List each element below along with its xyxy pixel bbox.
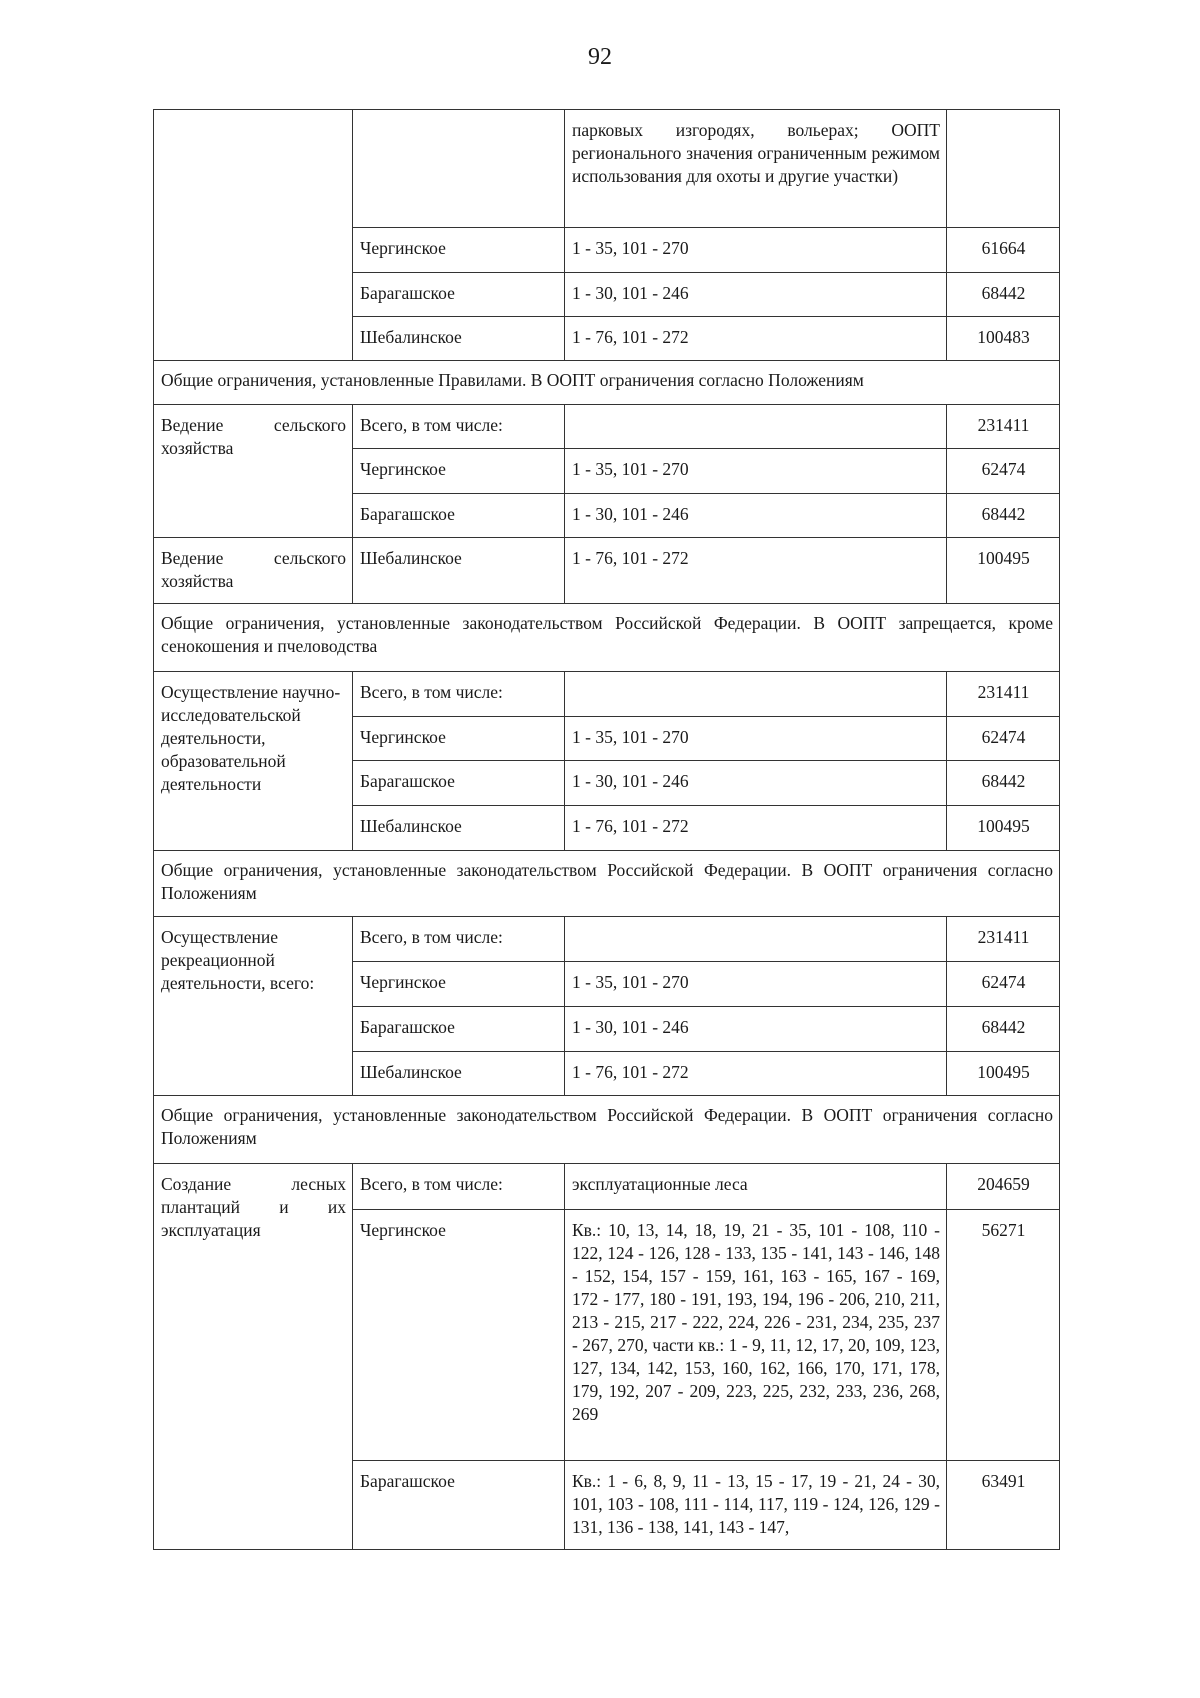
table-cell: Всего, в том числе: bbox=[353, 917, 565, 962]
table-cell bbox=[565, 672, 947, 717]
table-cell: 100483 bbox=[947, 317, 1060, 361]
section-header-cell: Общие ограничения, установленные законодательством Российской Федерации. В ООПТ ограничения согласно Положениям bbox=[154, 851, 1060, 917]
table-cell: Шебалинское bbox=[353, 806, 565, 851]
table-cell: Барагашское bbox=[353, 1461, 565, 1550]
table-cell: 1 - 35, 101 - 270 bbox=[565, 449, 947, 494]
table-cell: Всего, в том числе: bbox=[353, 672, 565, 717]
table-cell: 1 - 35, 101 - 270 bbox=[565, 717, 947, 761]
section-header-cell: Общие ограничения, установленные законодательством Российской Федерации. В ООПТ ограничения согласно Положениям bbox=[154, 1096, 1060, 1164]
table-cell: 100495 bbox=[947, 538, 1060, 604]
page-number: 92 bbox=[588, 44, 612, 70]
table-cell: Осуществление рекреационной деятельности, всего: bbox=[154, 917, 353, 1096]
table-row bbox=[154, 917, 1060, 962]
table-cell: 68442 bbox=[947, 1007, 1060, 1052]
table-cell: 62474 bbox=[947, 717, 1060, 761]
table-cell: 1 - 76, 101 - 272 bbox=[565, 538, 947, 604]
table-cell: Шебалинское bbox=[353, 538, 565, 604]
table-cell: 68442 bbox=[947, 494, 1060, 538]
table-row bbox=[154, 604, 1060, 672]
table-row bbox=[154, 1096, 1060, 1164]
table-row bbox=[154, 110, 1060, 228]
table-cell: эксплуатационные леса bbox=[565, 1164, 947, 1210]
table-cell: Чергинское bbox=[353, 449, 565, 494]
table-row bbox=[154, 405, 1060, 449]
table-cell: 231411 bbox=[947, 672, 1060, 717]
section-header-cell: Общие ограничения, установленные законодательством Российской Федерации. В ООПТ запрещается, кроме сенокошения и пчеловодства bbox=[154, 604, 1060, 672]
table-cell: 204659 bbox=[947, 1164, 1060, 1210]
table-cell: Кв.: 10, 13, 14, 18, 19, 21 - 35, 101 - 108, 110 - 122, 124 - 126, 128 - 133, 135 - 141, 143 - 146, 148 - 152, 154, 157 - 159, 161, 163 - 165, 167 - 169, 172 - 177, 180 - 191, 193, 194, 196 - 206, 210, 211, 213 - 215, 217 - 222, 224, 226 - 231, 234, 235, 237 - 267, 270, части кв.: 1 - 9, 11, 12, 17, 20, 109, 123, 127, 134, 142, 153, 160, 162, 166, 170, 171, 178, 179, 192, 207 - 209, 223, 225, 232, 233, 236, 268, 269 bbox=[565, 1210, 947, 1461]
table-cell: 1 - 30, 101 - 246 bbox=[565, 494, 947, 538]
table-cell: 68442 bbox=[947, 273, 1060, 317]
table-cell: Создание лесных плантаций и их эксплуатация bbox=[154, 1164, 353, 1550]
table-cell bbox=[353, 110, 565, 228]
section-header-cell: Общие ограничения, установленные Правилами. В ООПТ ограничения согласно Положениям bbox=[154, 361, 1060, 405]
table-cell: Кв.: 1 - 6, 8, 9, 11 - 13, 15 - 17, 19 - 21, 24 - 30, 101, 103 - 108, 111 - 114, 117, 119 - 124, 126, 129 - 131, 136 - 138, 141, 143 - 147, bbox=[565, 1461, 947, 1550]
table-cell: 61664 bbox=[947, 228, 1060, 273]
table-cell: Шебалинское bbox=[353, 317, 565, 361]
table-cell: 100495 bbox=[947, 1052, 1060, 1096]
table-cell: парковых изгородях, вольерах; ООПТ регионального значения ограниченным режимом использования для охоты и другие участки) bbox=[565, 110, 947, 228]
table-cell: Ведение сельского хозяйства bbox=[154, 538, 353, 604]
table-cell: 231411 bbox=[947, 917, 1060, 962]
table-cell: Осуществление научно-исследовательской деятельности, образовательной деятельности bbox=[154, 672, 353, 851]
table-cell: Барагашское bbox=[353, 273, 565, 317]
table-cell: 1 - 76, 101 - 272 bbox=[565, 1052, 947, 1096]
table-cell: Барагашское bbox=[353, 1007, 565, 1052]
table-cell: 1 - 30, 101 - 246 bbox=[565, 1007, 947, 1052]
table-cell: 62474 bbox=[947, 962, 1060, 1007]
table-cell bbox=[947, 110, 1060, 228]
table-row bbox=[154, 361, 1060, 405]
table-cell: Барагашское bbox=[353, 494, 565, 538]
table-cell: Всего, в том числе: bbox=[353, 1164, 565, 1210]
table-row bbox=[154, 672, 1060, 717]
table-cell: 1 - 30, 101 - 246 bbox=[565, 761, 947, 806]
table-cell: Ведение сельского хозяйства bbox=[154, 405, 353, 538]
table-cell: 63491 bbox=[947, 1461, 1060, 1550]
table-row bbox=[154, 538, 1060, 604]
table-cell: Барагашское bbox=[353, 761, 565, 806]
table-cell: 1 - 35, 101 - 270 bbox=[565, 962, 947, 1007]
table-cell: Чергинское bbox=[353, 717, 565, 761]
table-cell: 1 - 76, 101 - 272 bbox=[565, 806, 947, 851]
restrictions-table bbox=[153, 109, 1060, 1550]
table-cell bbox=[154, 110, 353, 361]
table-cell: 1 - 76, 101 - 272 bbox=[565, 317, 947, 361]
table-cell bbox=[565, 917, 947, 962]
table-cell: Чергинское bbox=[353, 228, 565, 273]
table-row bbox=[154, 1164, 1060, 1210]
table-row bbox=[154, 851, 1060, 917]
table-cell bbox=[565, 405, 947, 449]
table-cell: 231411 bbox=[947, 405, 1060, 449]
table-cell: 62474 bbox=[947, 449, 1060, 494]
table-cell: Всего, в том числе: bbox=[353, 405, 565, 449]
table-cell: 68442 bbox=[947, 761, 1060, 806]
table-cell: Чергинское bbox=[353, 962, 565, 1007]
table-cell: Шебалинское bbox=[353, 1052, 565, 1096]
table-cell: Чергинское bbox=[353, 1210, 565, 1461]
table-cell: 1 - 30, 101 - 246 bbox=[565, 273, 947, 317]
table-cell: 56271 bbox=[947, 1210, 1060, 1461]
table-cell: 100495 bbox=[947, 806, 1060, 851]
table-cell: 1 - 35, 101 - 270 bbox=[565, 228, 947, 273]
